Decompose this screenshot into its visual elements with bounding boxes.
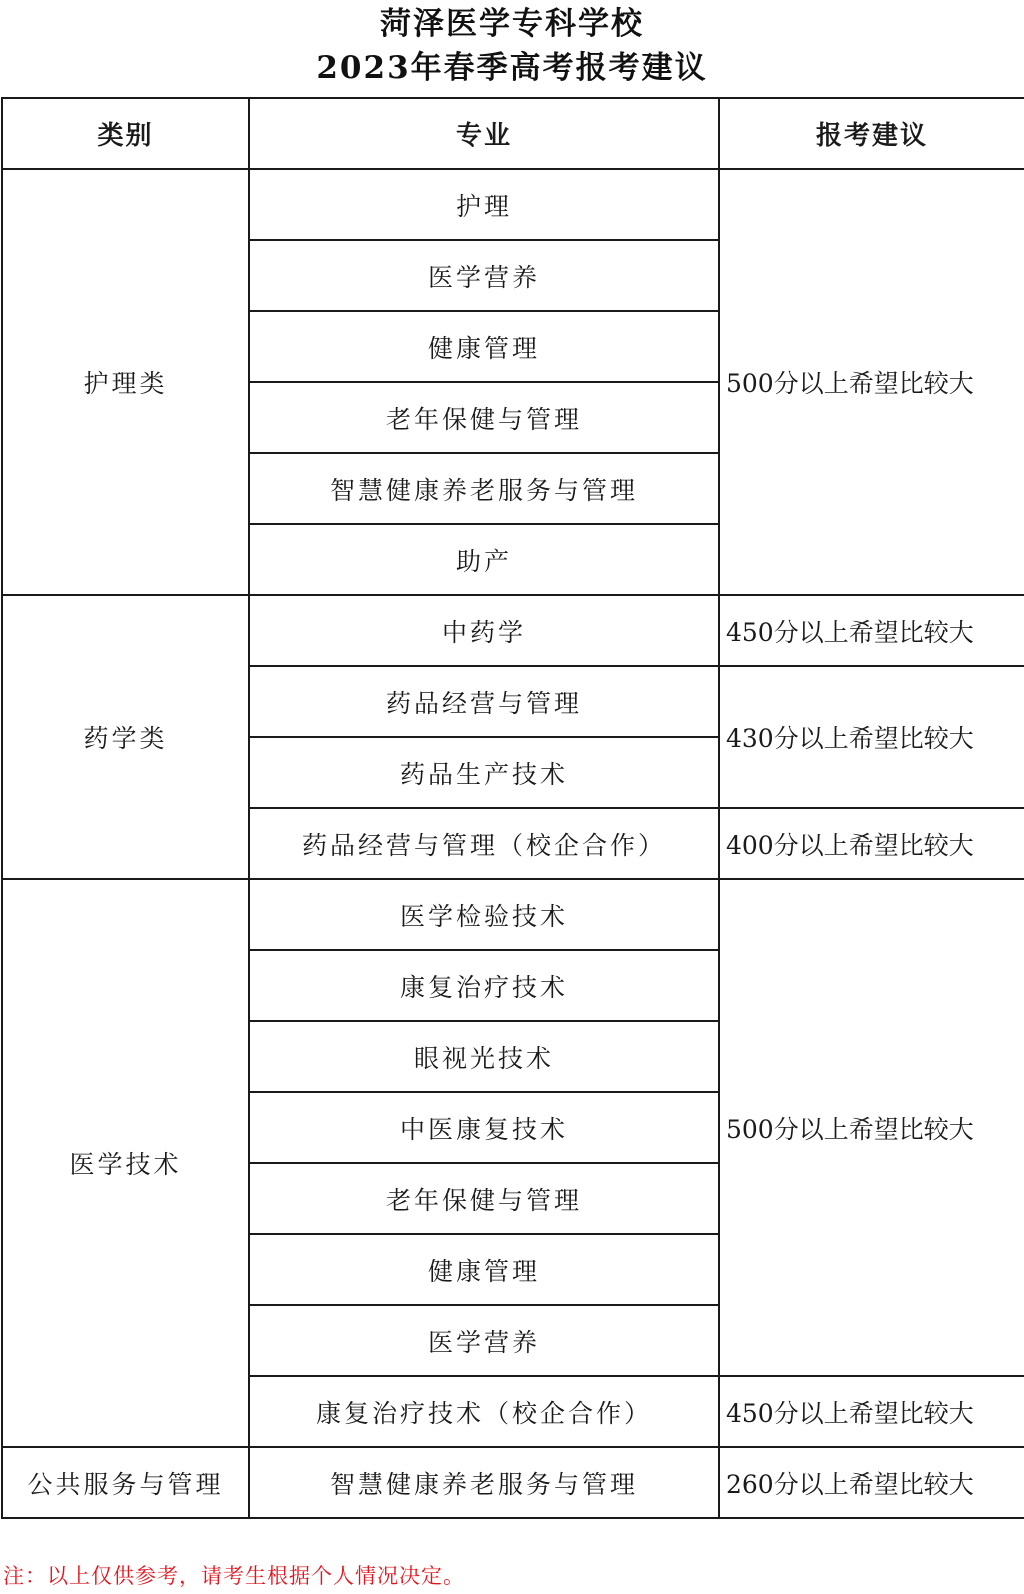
page-subtitle: 2023年春季高考报考建议 xyxy=(316,50,708,86)
major-cell: 医学营养 xyxy=(249,240,719,311)
table-row xyxy=(2,595,1024,666)
major-cell: 药品经营与管理 xyxy=(249,666,719,737)
category-cell: 药学类 xyxy=(2,595,249,879)
major-cell: 老年保健与管理 xyxy=(249,382,719,453)
category-cell: 公共服务与管理 xyxy=(2,1447,249,1518)
major-cell: 中医康复技术 xyxy=(249,1092,719,1163)
major-cell: 健康管理 xyxy=(249,311,719,382)
major-cell: 药品经营与管理（校企合作） xyxy=(249,808,719,879)
category-cell: 护理类 xyxy=(2,169,249,595)
table-row xyxy=(2,879,1024,950)
table-row xyxy=(2,169,1024,240)
footnote: 注：以上仅供参考，请考生根据个人情况决定。 xyxy=(3,1564,465,1588)
category-cell: 医学技术 xyxy=(2,879,249,1447)
advice-cell: 450分以上希望比较大 xyxy=(719,595,1024,666)
major-cell: 医学营养 xyxy=(249,1305,719,1376)
major-cell: 医学检验技术 xyxy=(249,879,719,950)
major-cell: 中药学 xyxy=(249,595,719,666)
header-major: 专业 xyxy=(249,98,719,169)
major-cell: 健康管理 xyxy=(249,1234,719,1305)
advice-cell: 450分以上希望比较大 xyxy=(719,1376,1024,1447)
advice-cell: 430分以上希望比较大 xyxy=(719,666,1024,808)
major-cell: 助产 xyxy=(249,524,719,595)
major-cell: 智慧健康养老服务与管理 xyxy=(249,453,719,524)
table-header-row xyxy=(2,98,1024,169)
admission-advice-table xyxy=(1,97,1024,1519)
header-advice: 报考建议 xyxy=(719,98,1024,169)
major-cell: 护理 xyxy=(249,169,719,240)
advice-cell: 400分以上希望比较大 xyxy=(719,808,1024,879)
table-row xyxy=(2,1447,1024,1518)
major-cell: 老年保健与管理 xyxy=(249,1163,719,1234)
major-cell: 眼视光技术 xyxy=(249,1021,719,1092)
advice-cell: 500分以上希望比较大 xyxy=(719,879,1024,1376)
major-cell: 康复治疗技术 xyxy=(249,950,719,1021)
major-cell: 药品生产技术 xyxy=(249,737,719,808)
advice-cell: 260分以上希望比较大 xyxy=(719,1447,1024,1518)
header-category: 类别 xyxy=(2,98,249,169)
advice-cell: 500分以上希望比较大 xyxy=(719,169,1024,595)
page-title: 菏泽医学专科学校 xyxy=(380,6,644,42)
major-cell: 智慧健康养老服务与管理 xyxy=(249,1447,719,1518)
major-cell: 康复治疗技术（校企合作） xyxy=(249,1376,719,1447)
